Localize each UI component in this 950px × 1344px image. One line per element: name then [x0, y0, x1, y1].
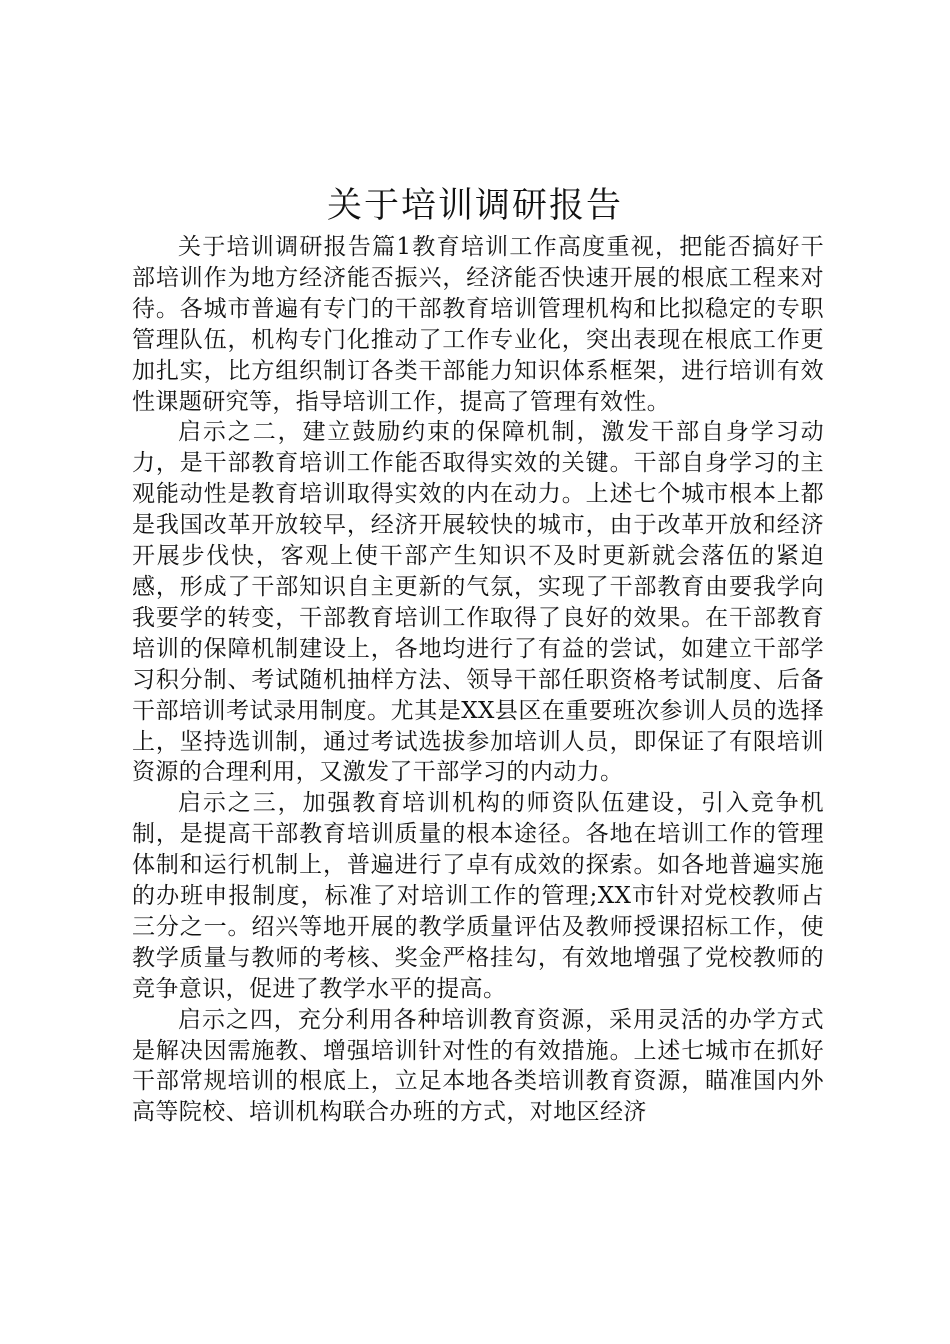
document-title: 关于培训调研报告	[326, 186, 623, 226]
paragraph-1: 关于培训调研报告篇1教育培训工作高度重视，把能否搞好干部培训作为地方经济能否振兴，经济能否快速开展的根底工程来对待。各城市普遍有专门的干部教育培训管理机构和比拟稳定的专职管理队伍，机构专门化推动了工作专业化，突出表现在根底工作更加扎实，比方组织制订各类干部能力知识体系框架，进行培训有效性课题研究等，指导培训工作，提高了管理有效性。	[132, 234, 824, 415]
paragraph-4: 启示之四，充分利用各种培训教育资源，采用灵活的办学方式是解决因需施教、增强培训针对性的有效措施。上述七城市在抓好干部常规培训的根底上，立足本地各类培训教育资源，瞄准国内外高等院校、培训机构联合办班的方式，对地区经济	[132, 1006, 824, 1126]
paragraph-3: 启示之三，加强教育培训机构的师资队伍建设，引入竞争机制，是提高干部教育培训质量的根本途径。各地在培训工作的管理体制和运行机制上，普遍进行了卓有成效的探索。如各地普遍实施的办班申报制度，标准了对培训工作的管理;XX市针对党校教师占三分之一。绍兴等地开展的教学质量评估及教师授课招标工作，使教学质量与教师的考核、奖金严格挂勾，有效地增强了党校教师的竞争意识，促进了教学水平的提高。	[132, 790, 824, 1002]
paragraph-2: 启示之二，建立鼓励约束的保障机制，激发干部自身学习动力，是干部教育培训工作能否取得实效的关键。干部自身学习的主观能动性是教育培训取得实效的内在动力。上述七个城市根本上都是我国改革开放较早，经济开展较快的城市，由于改革开放和经济开展步伐快，客观上使干部产生知识不及时更新就会落伍的紧迫感，形成了干部知识自主更新的气氛，实现了干部教育由要我学向我要学的转变，干部教育培训工作取得了良好的效果。在干部教育培训的保障机制建设上，各地均进行了有益的尝试，如建立干部学习积分制、考试随机抽样方法、领导干部任职资格考试制度、后备干部培训考试录用制度。尤其是XX县区在重要班次参训人员的选择上，坚持选训制，通过考试选拔参加培训人员，即保证了有限培训资源的合理利用，又激发了干部学习的内动力。	[132, 419, 824, 786]
document-body	[132, 232, 824, 1128]
